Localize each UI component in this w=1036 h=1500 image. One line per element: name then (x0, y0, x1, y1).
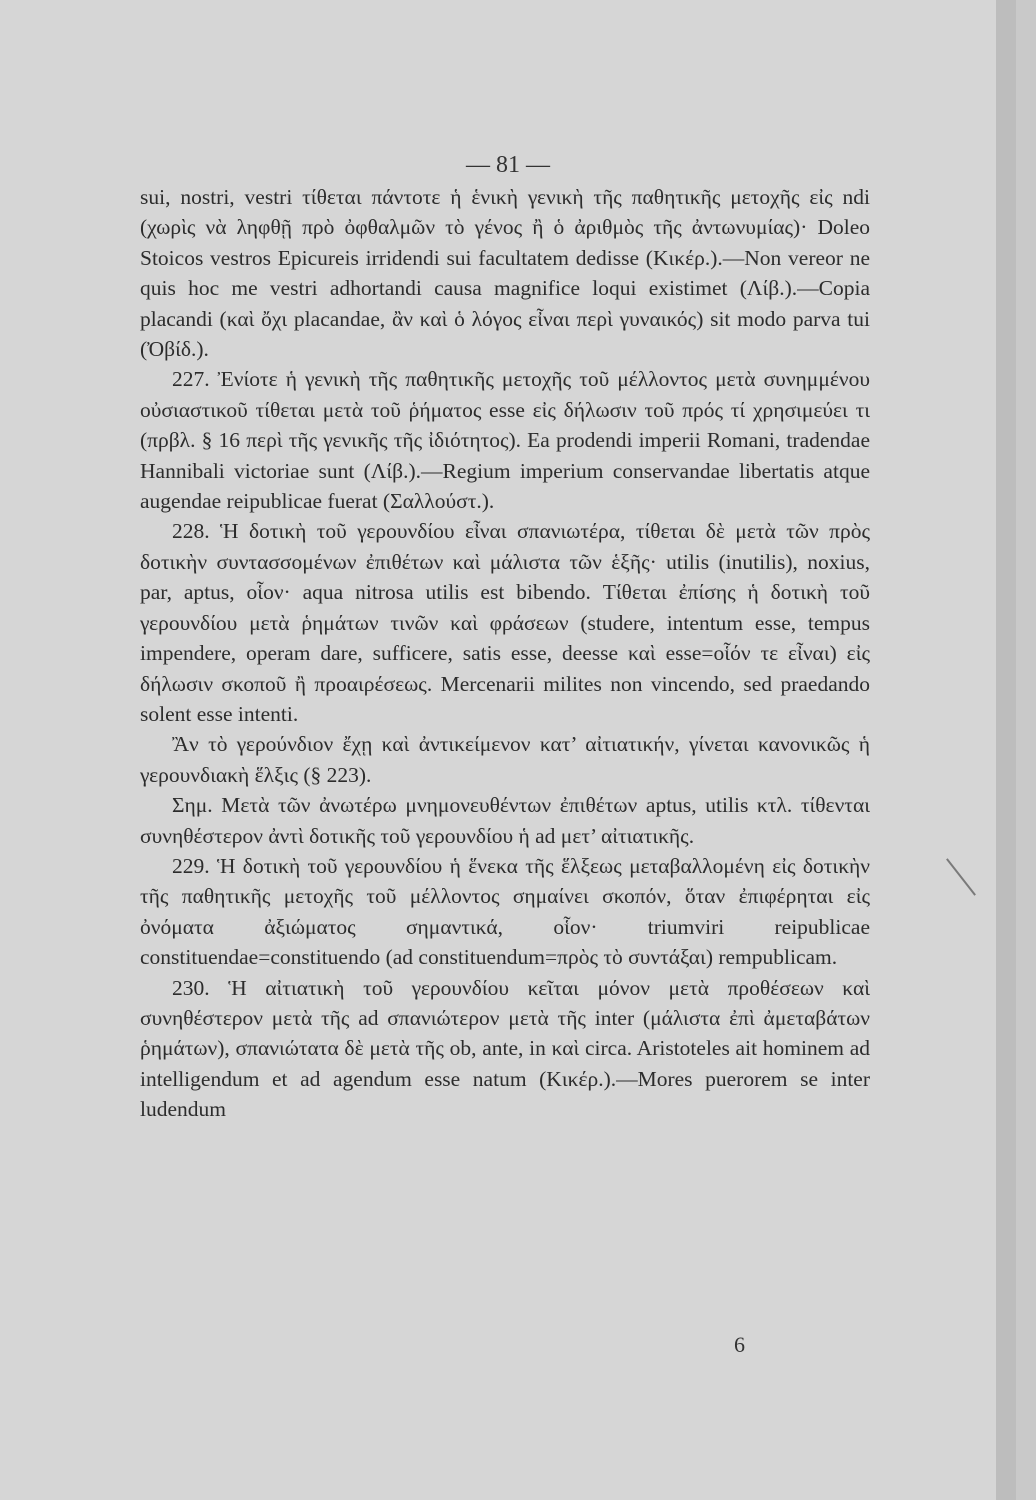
paragraph-sui-nostri: sui, nostri, vestri τίθεται πάντοτε ἡ ἑνικὴ γενικὴ τῆς παθητικῆς μετοχῆς εἰς ndi (χωρὶς νὰ ληφθῇ πρὸ ὀφθαλμῶν τὸ γένος ἢ ὁ ἀριθμὸς τῆς ἀντωνυμίας)· Doleo Stoicos vestros Epicureis irridendi sui facultatem dedisse (Κικέρ.).—Non vereor ne quis hoc me vestri adhortandi causa magnifice loqui existimet (Λίβ.).—Copia placandi (καὶ ὄχι placandae, ἂν καὶ ὁ λόγος εἶναι περὶ γυναικός) sit modo parva tui (Ὀβίδ.). (140, 185, 870, 362)
signature-mark: 6 (734, 1332, 745, 1357)
paragraph-gerund-object: Ἂν τὸ γερούνδιον ἔχῃ καὶ ἀντικείμενον κατ’ αἰτιατικήν, γίνεται κανονικῶς ἡ γερουνδιακὴ ἕλξις (§ 223). (140, 732, 870, 787)
page-edge (996, 0, 1016, 1500)
margin-stroke (946, 858, 976, 895)
body-text (140, 182, 870, 1125)
paragraph-227: 227. Ἐνίοτε ἡ γενικὴ τῆς παθητικῆς μετοχῆς τοῦ μέλλοντος μετὰ συνημμένου οὐσιαστικοῦ τίθεται μετὰ τοῦ ῥήματος esse εἰς δήλωσιν τοῦ πρός τί χρησιμεύει τι (πρβλ. § 16 περὶ τῆς γενικῆς τῆς ἰδιότητος). Ea prodendi imperii Romani, tradendae Hannibali victoriae sunt (Λίβ.).—Regium imperium conservandae libertatis atque augendae reipublicae fuerat (Σαλλούστ.). (140, 367, 870, 514)
paragraph-note: Σημ. Μετὰ τῶν ἀνωτέρω μνημονευθέντων ἐπιθέτων aptus, utilis κτλ. τίθενται συνηθέστερον ἀντὶ δοτικῆς τοῦ γερουνδίου ἡ ad μετ’ αἰτιατικῆς. (140, 793, 870, 848)
paragraph-229: 229. Ἡ δοτικὴ τοῦ γερουνδίου ἡ ἕνεκα τῆς ἕλξεως μεταβαλλομένη εἰς δοτικὴν τῆς παθητικῆς μετοχῆς τοῦ μέλλοντος σημαίνει σκοπόν, ὅταν ἐπιφέρηται εἰς ὀνόματα ἀξιώματος σημαντικά, οἷον· triumviri reipublicae constituendae=constituendo (ad constituendum=πρὸς τὸ συντάξαι) rempublicam. (140, 853, 870, 970)
paragraph-228: 228. Ἡ δοτικὴ τοῦ γερουνδίου εἶναι σπανιωτέρα, τίθεται δὲ μετὰ τῶν πρὸς δοτικὴν συντασσομένων ἐπιθέτων καὶ μάλιστα τῶν ἑξῆς· utilis (inutilis), noxius, par, aptus, οἷον· aqua nitrosa utilis est bibendo. Τίθεται ἐπίσης ἡ δοτικὴ τοῦ γερουνδίου μετὰ ῥημάτων τινῶν καὶ φράσεων (studere, intentum esse, tempus impendere, operam dare, sufficere, satis esse, deesse καὶ esse=οἷόν τε εἶναι) εἰς δήλωσιν σκοποῦ ἢ προαιρέσεως. Mercenarii milites non vincendo, sed praedando solent esse intenti. (140, 519, 870, 726)
paragraph-230: 230. Ἡ αἰτιατικὴ τοῦ γερουνδίου κεῖται μόνον μετὰ προθέσεων καὶ συνηθέστερον μετὰ τῆς ad σπανιώτερον μετὰ τῆς inter (μάλιστα ἐπὶ ἀμεταβάτων ῥημάτων), σπανιώτατα δὲ μετὰ τῆς ob, ante, in καὶ circa. Aristoteles ait hominem ad intelligendum et ad agendum esse natum (Κικέρ.).—Mores puerorem se inter ludendum (140, 975, 870, 1122)
page-number: — 81 — (466, 152, 550, 178)
